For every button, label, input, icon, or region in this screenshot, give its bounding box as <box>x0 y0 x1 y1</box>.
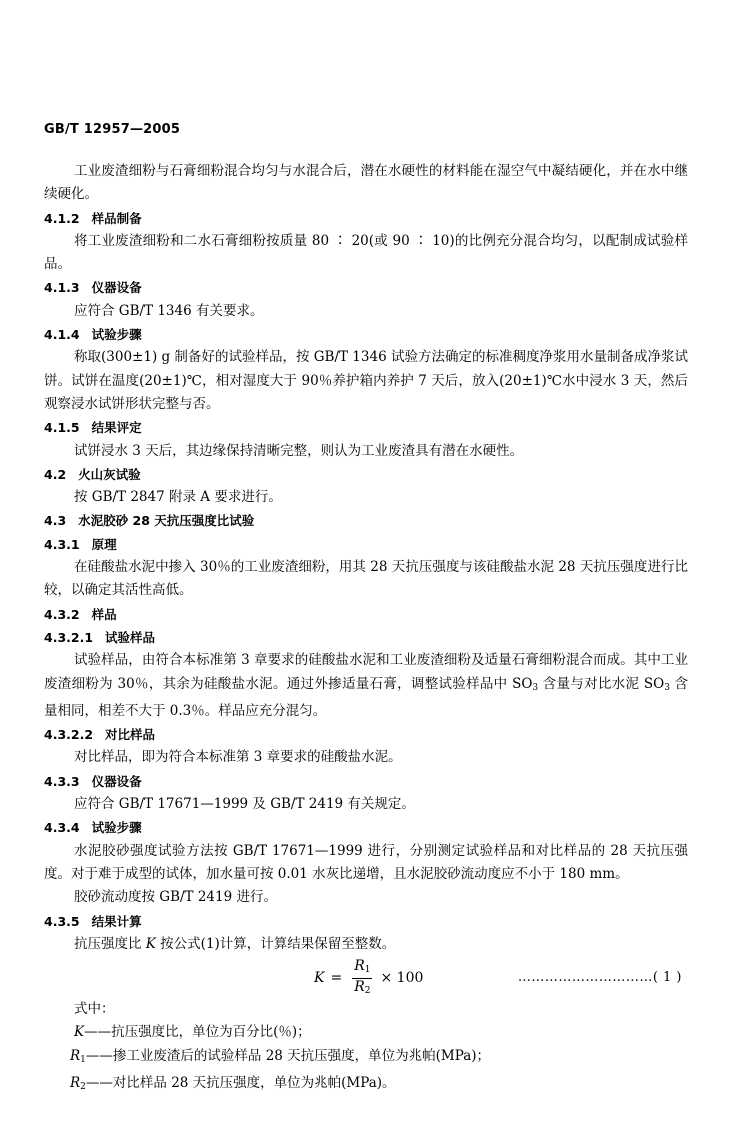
variable-description: ——抗压强度比，单位为百分比(％)； <box>84 1024 311 1041</box>
section-4-1-4-heading <box>44 323 688 346</box>
section-number: 4.1.4 <box>44 327 80 343</box>
section-number: 4.3.2 <box>44 606 80 622</box>
section-4-3-2-2-paragraph: 对比样品，即为符合本标准第 3 章要求的硅酸盐水泥。 <box>74 749 402 766</box>
denominator-symbol: R <box>354 979 365 996</box>
fraction-numerator <box>352 958 372 979</box>
where-label: 式中： <box>74 1001 115 1018</box>
formula-multiplier: × 100 <box>380 969 424 986</box>
section-title: 仪器设备 <box>91 773 142 789</box>
so3-subscript: 3 <box>664 682 670 693</box>
section-number: 4.3.4 <box>44 820 80 836</box>
section-4-1-3-paragraph: 应符合 GB/T 1346 有关要求。 <box>74 302 264 319</box>
section-number: 4.1.5 <box>44 420 80 436</box>
paragraph-text: 含量与对比水泥 SO <box>538 675 665 692</box>
paragraph-text: 抗压强度比 <box>74 935 146 952</box>
variable-r2-definition <box>44 1072 688 1099</box>
section-title: 对比样品 <box>105 727 156 743</box>
document-body <box>44 160 688 1099</box>
variable-description: ——掺工业废渣后的试验样品 28 天抗压强度，单位为兆帕(MPa)； <box>85 1047 491 1064</box>
variable-symbol: K <box>74 1024 85 1041</box>
denominator-subscript: 2 <box>364 986 371 997</box>
section-number: 4.3 <box>44 513 67 529</box>
section-4-1-2-heading <box>44 207 688 230</box>
formula-1 <box>44 956 688 998</box>
variable-r1-definition <box>44 1045 688 1072</box>
paragraph-text: 含量相同，相差不大于 0.3％。样品应充分混匀。 <box>44 675 689 719</box>
section-title: 结果计算 <box>91 913 142 929</box>
section-4-3-2-heading <box>44 603 688 626</box>
section-4-3-1-heading <box>44 533 688 556</box>
section-title: 水泥胶砂 28 天抗压强度比试验 <box>78 513 255 529</box>
intro-paragraph: 工业废渣细粉与石膏细粉混合均匀与水混合后，潜在水硬性的材料能在湿空气中凝结硬化，并在水中继续硬化。 <box>44 163 688 203</box>
section-4-3-3-heading <box>44 770 688 793</box>
section-number: 4.3.1 <box>44 536 80 552</box>
variable-symbol: R <box>70 1047 81 1064</box>
section-4-3-2-2-heading <box>44 723 688 746</box>
standard-code-header: GB/T 12957—2005 <box>44 122 181 137</box>
section-title: 样品 <box>91 606 117 622</box>
variable-subscript: 1 <box>80 1054 86 1065</box>
section-4-1-3-heading <box>44 276 688 299</box>
variable-k-definition <box>44 1021 688 1044</box>
section-4-3-2-1-paragraph <box>44 649 688 723</box>
section-title: 样品制备 <box>91 210 142 226</box>
section-title: 结果评定 <box>91 420 142 436</box>
section-4-3-4-paragraph-a: 水泥胶砂强度试验方法按 GB/T 17671—1999 进行，分别测定试验样品和对比样品的 28 天抗压强度。对于难于成型的试体，加水量可按 0.01 水灰比递增，且水泥胶砂流动度应不小于 180 mm。 <box>44 842 688 882</box>
formula-lhs: K <box>314 969 325 986</box>
section-4-3-4-paragraph-b: 胶砂流动度按 GB/T 2419 进行。 <box>74 889 277 906</box>
section-4-1-2-paragraph: 将工业废渣细粉和二水石膏细粉按质量 80 ∶ 20(或 90 ∶ 10)的比例充分混合均匀，以配制成试验样品。 <box>44 232 688 273</box>
section-4-1-5-heading <box>44 416 688 439</box>
numerator-subscript: 1 <box>364 965 371 976</box>
section-4-3-3-paragraph: 应符合 GB/T 17671—1999 及 GB/T 2419 有关规定。 <box>74 796 415 813</box>
section-number: 4.3.2.1 <box>44 629 94 645</box>
numerator-symbol: R <box>354 958 365 975</box>
section-number: 4.3.3 <box>44 773 80 789</box>
so3-subscript: 3 <box>532 682 539 693</box>
section-4-3-heading <box>44 509 688 532</box>
variable-subscript: 2 <box>80 1081 86 1092</box>
section-4-3-5-paragraph <box>44 933 688 956</box>
section-4-3-1-paragraph: 在硅酸盐水泥中掺入 30％的工业废渣细粉，用其 28 天抗压强度与该硅酸盐水泥 28 天抗压强度进行比较，以确定其活性高低。 <box>44 559 688 599</box>
variable-description: ——对比样品 28 天抗压强度，单位为兆帕(MPa)。 <box>85 1074 396 1091</box>
section-title: 火山灰试验 <box>78 466 141 482</box>
section-4-1-5-paragraph: 试饼浸水 3 天后，其边缘保持清晰完整，则认为工业废渣具有潜在水硬性。 <box>74 442 524 459</box>
section-title: 原理 <box>91 536 117 552</box>
section-number: 4.1.2 <box>44 210 80 226</box>
section-4-3-2-1-heading <box>44 626 688 649</box>
variable-symbol: R <box>70 1074 81 1091</box>
equation-number: …………………………( 1 ) <box>517 970 682 986</box>
section-title: 试验步骤 <box>91 820 142 836</box>
symbol-k: K <box>145 935 156 952</box>
paragraph-text: 试验样品，由符合本标准第 3 章要求的硅酸盐水泥和工业废渣细粉及适量石膏细粉混合而成。其中工业废渣细粉为 30％，其余为硅酸盐水泥。通过外掺适量石膏，调整试验样品中 SO <box>44 652 688 692</box>
section-4-2-heading <box>44 463 688 486</box>
section-4-3-4-heading <box>44 816 688 839</box>
section-4-1-4-paragraph: 称取(300±1) g 制备好的试验样品，按 GB/T 1346 试验方法确定的标准稠度净浆用水量制备成净浆试饼。试饼在温度(20±1)℃，相对湿度大于 90％养护箱内养护 7 天后，放入(20±1)℃水中浸水 3 天，然后观察浸水试饼形状完整与否。 <box>44 349 688 412</box>
formula-expression <box>314 958 423 999</box>
section-4-3-5-heading <box>44 910 688 933</box>
section-number: 4.3.2.2 <box>44 727 94 743</box>
section-title: 试验样品 <box>105 629 156 645</box>
fraction-denominator <box>352 979 372 999</box>
section-number: 4.3.5 <box>44 913 80 929</box>
section-number: 4.2 <box>44 466 67 482</box>
paragraph-text: 按公式(1)计算，计算结果保留至整数。 <box>155 935 396 952</box>
section-number: 4.1.3 <box>44 280 80 296</box>
section-4-2-paragraph: 按 GB/T 2847 附录 A 要求进行。 <box>74 489 282 506</box>
formula-equals: = <box>330 969 343 986</box>
section-title: 试验步骤 <box>91 327 142 343</box>
formula-fraction <box>352 958 372 999</box>
section-title: 仪器设备 <box>91 280 142 296</box>
